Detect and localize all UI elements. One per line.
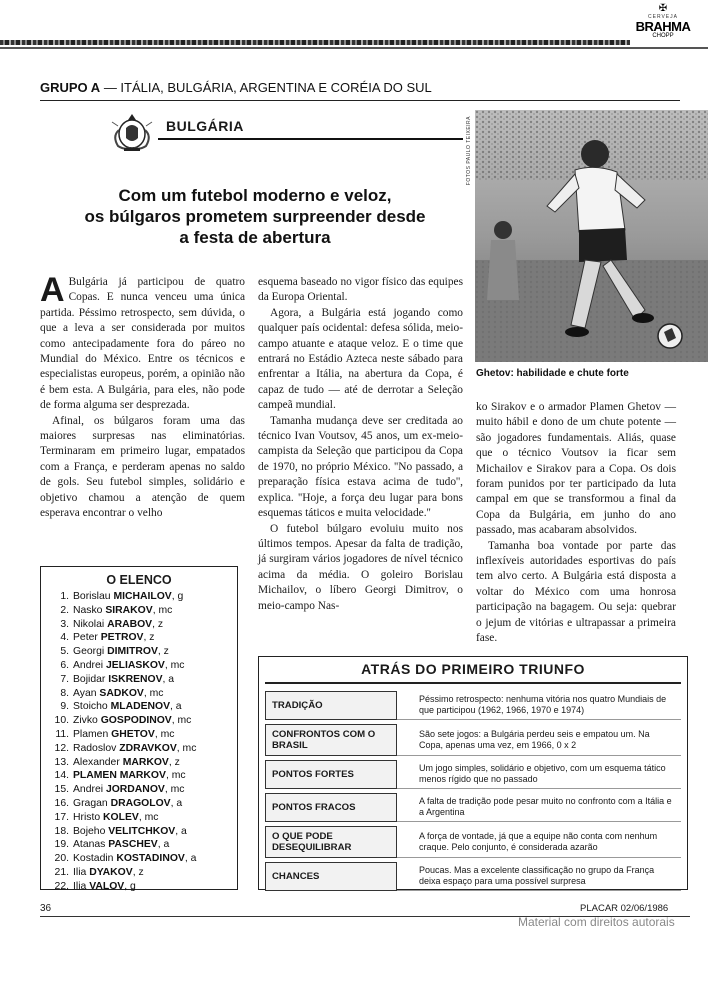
player-surname: SIRAKOV (105, 604, 153, 616)
squad-player (49, 590, 237, 604)
player-first-name: Ilia (73, 866, 87, 878)
squad-player (49, 880, 237, 894)
player-first-name: Radoslov (73, 742, 117, 754)
player-first-name: Nasko (73, 604, 103, 616)
player-number: 15. (54, 784, 69, 796)
photo-caption: Ghetov: habilidade e chute forte (476, 368, 629, 379)
facts-text: Péssimo retrospecto: nenhuma vitória nos quatro Mundiais de que participou (1962, 1966, 1970 e 1974) (397, 691, 681, 720)
player-position: , z (152, 618, 164, 630)
player-first-name: Ilia (73, 880, 87, 892)
squad-player (49, 742, 237, 756)
watermark: Material com direitos autorais (518, 915, 675, 929)
player-surname: SADKOV (99, 687, 144, 699)
player-number: 18. (54, 825, 69, 837)
player-position: , z (157, 646, 169, 658)
headline-line2: os búlgaros prometem surpreender desde (84, 207, 426, 226)
squad-player (49, 700, 237, 714)
squad-player (49, 604, 237, 618)
top-rule (0, 40, 630, 45)
squad-player (49, 811, 237, 825)
logo-sub: CHOPP (652, 33, 674, 39)
facts-label: PONTOS FORTES (265, 760, 397, 789)
player-surname: GOSPODINOV (100, 715, 172, 727)
player-first-name: Borislau (73, 591, 111, 602)
player-first-name: Plamen (73, 728, 109, 740)
squad-list (41, 590, 237, 894)
player-number: 3. (60, 618, 69, 630)
headline-line1: Com um futebol moderno e veloz, (118, 186, 392, 205)
player-number: 16. (54, 797, 69, 809)
group-header (40, 80, 432, 95)
facts-row (265, 760, 681, 789)
player-first-name: Stoicho (73, 701, 108, 713)
player-number: 6. (60, 659, 69, 671)
player-position: , a (157, 839, 170, 851)
logo-line1: CERVEJA (648, 14, 678, 20)
player-surname: ISKRENOV (108, 673, 163, 685)
player-position: , z (143, 632, 155, 644)
player-position: , z (168, 756, 180, 768)
squad-player (49, 687, 237, 701)
player-number: 22. (54, 880, 69, 892)
player-first-name: Andrei (73, 784, 104, 796)
player-number: 4. (60, 632, 69, 644)
issue-info: PLACAR 02/06/1986 (580, 903, 669, 914)
player-position: , mc (143, 687, 164, 699)
group-teams: — ITÁLIA, BULGÁRIA, ARGENTINA E CORÉIA DO SUL (100, 80, 432, 95)
player-number: 21. (54, 866, 69, 878)
facts-title: ATRÁS DO PRIMEIRO TRIUNFO (361, 661, 585, 677)
headline (40, 185, 470, 248)
player-first-name: Kostadin (73, 853, 114, 865)
drop-cap: A (40, 271, 65, 309)
player-number: 5. (60, 646, 69, 658)
player-surname: MARKOV (122, 756, 169, 768)
player-position: , a (184, 853, 197, 865)
player-first-name: Hristo (73, 811, 101, 823)
squad-player (49, 659, 237, 673)
group-rule (40, 100, 680, 101)
facts-row (265, 724, 681, 756)
squad-player (49, 756, 237, 770)
player-number: 20. (54, 853, 69, 865)
player-first-name: Nikolai (73, 618, 105, 630)
player-number: 17. (54, 811, 69, 823)
player-surname: ARABOV (107, 618, 153, 630)
facts-text: A força de vontade, já que a equipe não conta com nenhum craque. Pelo conjunto, é considerada azarão (397, 826, 681, 858)
player-photo (475, 110, 708, 362)
article-paragraph: esquema baseado no vigor físico das equipes da Europa Oriental. (258, 276, 463, 304)
article-paragraph: Tamanha mudança deve ser creditada ao técnico Ivan Voutsov, 45 anos, um ex-meio-campista da Seleção que participou da Copa de 1970, no próprio México. ''No passado, a preparação física estava acima de tudo'', explica. ''Hoje, a força deu lugar para bons esquemas táticos e muita velocidade.'' (258, 414, 463, 520)
squad-player (49, 728, 237, 742)
squad-player (49, 866, 237, 880)
squad-player (49, 825, 237, 839)
country-rule (158, 138, 463, 140)
article-paragraph: A Bulgária já participou de quatro Copas. E nunca venceu uma única partida. Péssimo retrospecto, sem dúvida, o que a leva a ser considerada por muitos como antecipadamente fora do páreo no Mundial do México. Entre os técnicos e especialistas europeus, porém, a opinião não é bem esta. A Bulgária, para eles, não pode de forma alguma ser desprezada. (40, 271, 245, 412)
facts-table (265, 687, 681, 895)
crest-icon: ✠ (658, 3, 668, 14)
player-surname: PASCHEV (108, 839, 158, 851)
player-number: 9. (60, 701, 69, 713)
article-paragraph: Tamanha boa vontade por parte das inflexíveis autoridades esportivas do país tem alvo certo. A Bulgária está disposta a voltar do México com uma honrosa participação na bagagem. Ou seja: quebrar o jejum de vitórias e ultrapassar a primeira fase. (476, 539, 676, 645)
player-first-name: Peter (73, 632, 98, 644)
player-position: , a (170, 797, 183, 809)
player-position: , z (132, 866, 144, 878)
player-surname: KOLEV (103, 811, 139, 823)
article-column-3 (476, 400, 676, 647)
article-paragraph: Afinal, os búlgaros foram uma das maiores surpresas nas eliminatórias. Terminaram em primeiro lugar, empatados com a França, e perderam apenas no saldo de gols. Seu futebol simples, solidário e objetivo chamou a atenção de quem esperava encontrar o velho (40, 414, 245, 520)
logo-brand: BRAHMA (635, 19, 691, 34)
facts-row (265, 793, 681, 822)
article-column-2 (258, 275, 463, 614)
player-surname: PLAMEN MARKOV (73, 770, 166, 782)
player-surname: MLADENOV (110, 701, 171, 713)
article-paragraph: Agora, a Bulgária está jogando como qualquer país ocidental: defesa sólida, meio-campo atuante e ataque veloz. E o time que entrará no Estádio Azteca neste sábado para enfrentar a Itália, na abertura da Copa, é capaz de tudo — até de derrotar a Seleção campeã mundial. (258, 306, 463, 412)
player-surname: PETROV (100, 632, 144, 644)
country-name: BULGÁRIA (166, 118, 244, 134)
player-position: , mc (152, 604, 173, 616)
headline-line3: a festa de abertura (179, 228, 331, 247)
player-number: 14. (54, 770, 69, 782)
article-column-1 (40, 271, 245, 522)
player-surname: DIMITROV (107, 646, 158, 658)
facts-label: O QUE PODE DESEQUILIBRAR (265, 826, 397, 858)
player-number: 1. (60, 591, 69, 602)
player-position: , mc (171, 715, 192, 727)
player-position: , mc (164, 659, 185, 671)
facts-label: CONFRONTOS COM O BRASIL (265, 724, 397, 756)
player-position: , g (171, 591, 184, 602)
player-surname: ZDRAVKOV (119, 742, 177, 754)
facts-text: A falta de tradição pode pesar muito no confronto com a Itália e a Argentina (397, 793, 681, 822)
squad-player (49, 797, 237, 811)
player-number: 19. (54, 839, 69, 851)
player-surname: JORDANOV (105, 784, 165, 796)
squad-player (49, 783, 237, 797)
facts-text: Um jogo simples, solidário e objetivo, com um esquema tático menos rígido que no passado (397, 760, 681, 789)
player-surname: VELITCHKOV (108, 825, 176, 837)
player-first-name: Gragan (73, 797, 108, 809)
squad-box (40, 566, 238, 890)
player-position: , mc (154, 728, 175, 740)
player-first-name: Zivko (73, 715, 98, 727)
facts-label: CHANCES (265, 862, 397, 891)
player-surname: GHETOV (111, 728, 155, 740)
facts-text: Poucas. Mas a excelente classificação no grupo da França deixa espaço para uma possível surpresa (397, 862, 681, 891)
player-first-name: Ayan (73, 687, 97, 699)
squad-player (49, 838, 237, 852)
player-surname: VALOV (89, 880, 125, 892)
brahma-logo (628, 4, 698, 46)
facts-row (265, 691, 681, 720)
facts-rule (265, 682, 681, 684)
player-surname: DYAKOV (89, 866, 133, 878)
player-first-name: Bojeho (73, 825, 106, 837)
squad-player (49, 852, 237, 866)
player-surname: MICHAILOV (113, 591, 172, 602)
player-first-name: Alexander (73, 756, 120, 768)
player-surname: KOSTADINOV (116, 853, 185, 865)
player-position: , mc (165, 770, 186, 782)
player-number: 11. (55, 728, 69, 740)
player-position: , g (124, 880, 136, 892)
article-paragraph: O futebol búlgaro evoluiu muito nos últimos tempos. Apesar da falta de tradição, já surgiram vários jogadores de nível técnico acima da média. O goleiro Borislau Michailov, o líbero Georgi Dimitrov, o meio-campo Nas- (258, 522, 463, 612)
player-surname: DRAGOLOV (110, 797, 171, 809)
player-number: 2. (60, 604, 69, 616)
facts-text: São sete jogos: a Bulgária perdeu seis e empatou um. Na Copa, apenas uma vez, em 1966, 0 x 2 (397, 724, 681, 756)
player-surname: JELIASKOV (105, 659, 165, 671)
player-number: 8. (60, 687, 69, 699)
facts-label: TRADIÇÃO (265, 691, 397, 720)
player-position: , a (162, 673, 175, 685)
facts-row (265, 826, 681, 858)
player-first-name: Georgi (73, 646, 105, 658)
squad-title: O ELENCO (106, 573, 172, 587)
article-paragraph: ko Sirakov e o armador Plamen Ghetov — muito hábil e dono de um chute potente — são jogadores fundamentais. Aliás, quase que o técnico Voutsov ia ficar sem Michailov e Sirakov para a Copa. Os dois foram punidos por ter participado da luta campal em que se transformou a final da Copa da Bulgária, em junho do ano passado, mas acabaram absolvidos. (476, 401, 676, 537)
squad-player (49, 673, 237, 687)
squad-player (49, 769, 237, 783)
photo-credit: FOTOS PAULO TEIXEIRA (466, 116, 472, 186)
facts-label: PONTOS FRACOS (265, 793, 397, 822)
player-first-name: Bojidar (73, 673, 106, 685)
squad-player (49, 631, 237, 645)
squad-player (49, 714, 237, 728)
squad-player (49, 618, 237, 632)
bulgaria-emblem-icon (108, 110, 156, 154)
top-rule-thin (0, 47, 708, 49)
player-first-name: Atanas (73, 839, 106, 851)
player-number: 7. (60, 673, 69, 685)
player-position: , mc (164, 784, 185, 796)
player-position: , a (175, 825, 187, 837)
facts-box (258, 656, 688, 890)
player-position: , mc (138, 811, 159, 823)
page-number: 36 (40, 903, 52, 914)
player-number: 12. (54, 742, 69, 754)
player-number: 10. (54, 715, 69, 727)
player-first-name: Andrei (73, 659, 104, 671)
squad-player (49, 645, 237, 659)
player-position: , mc (176, 742, 197, 754)
group-label: GRUPO A (40, 80, 101, 95)
player-position: , a (170, 701, 182, 713)
facts-row (265, 862, 681, 891)
player-number: 13. (54, 756, 69, 768)
